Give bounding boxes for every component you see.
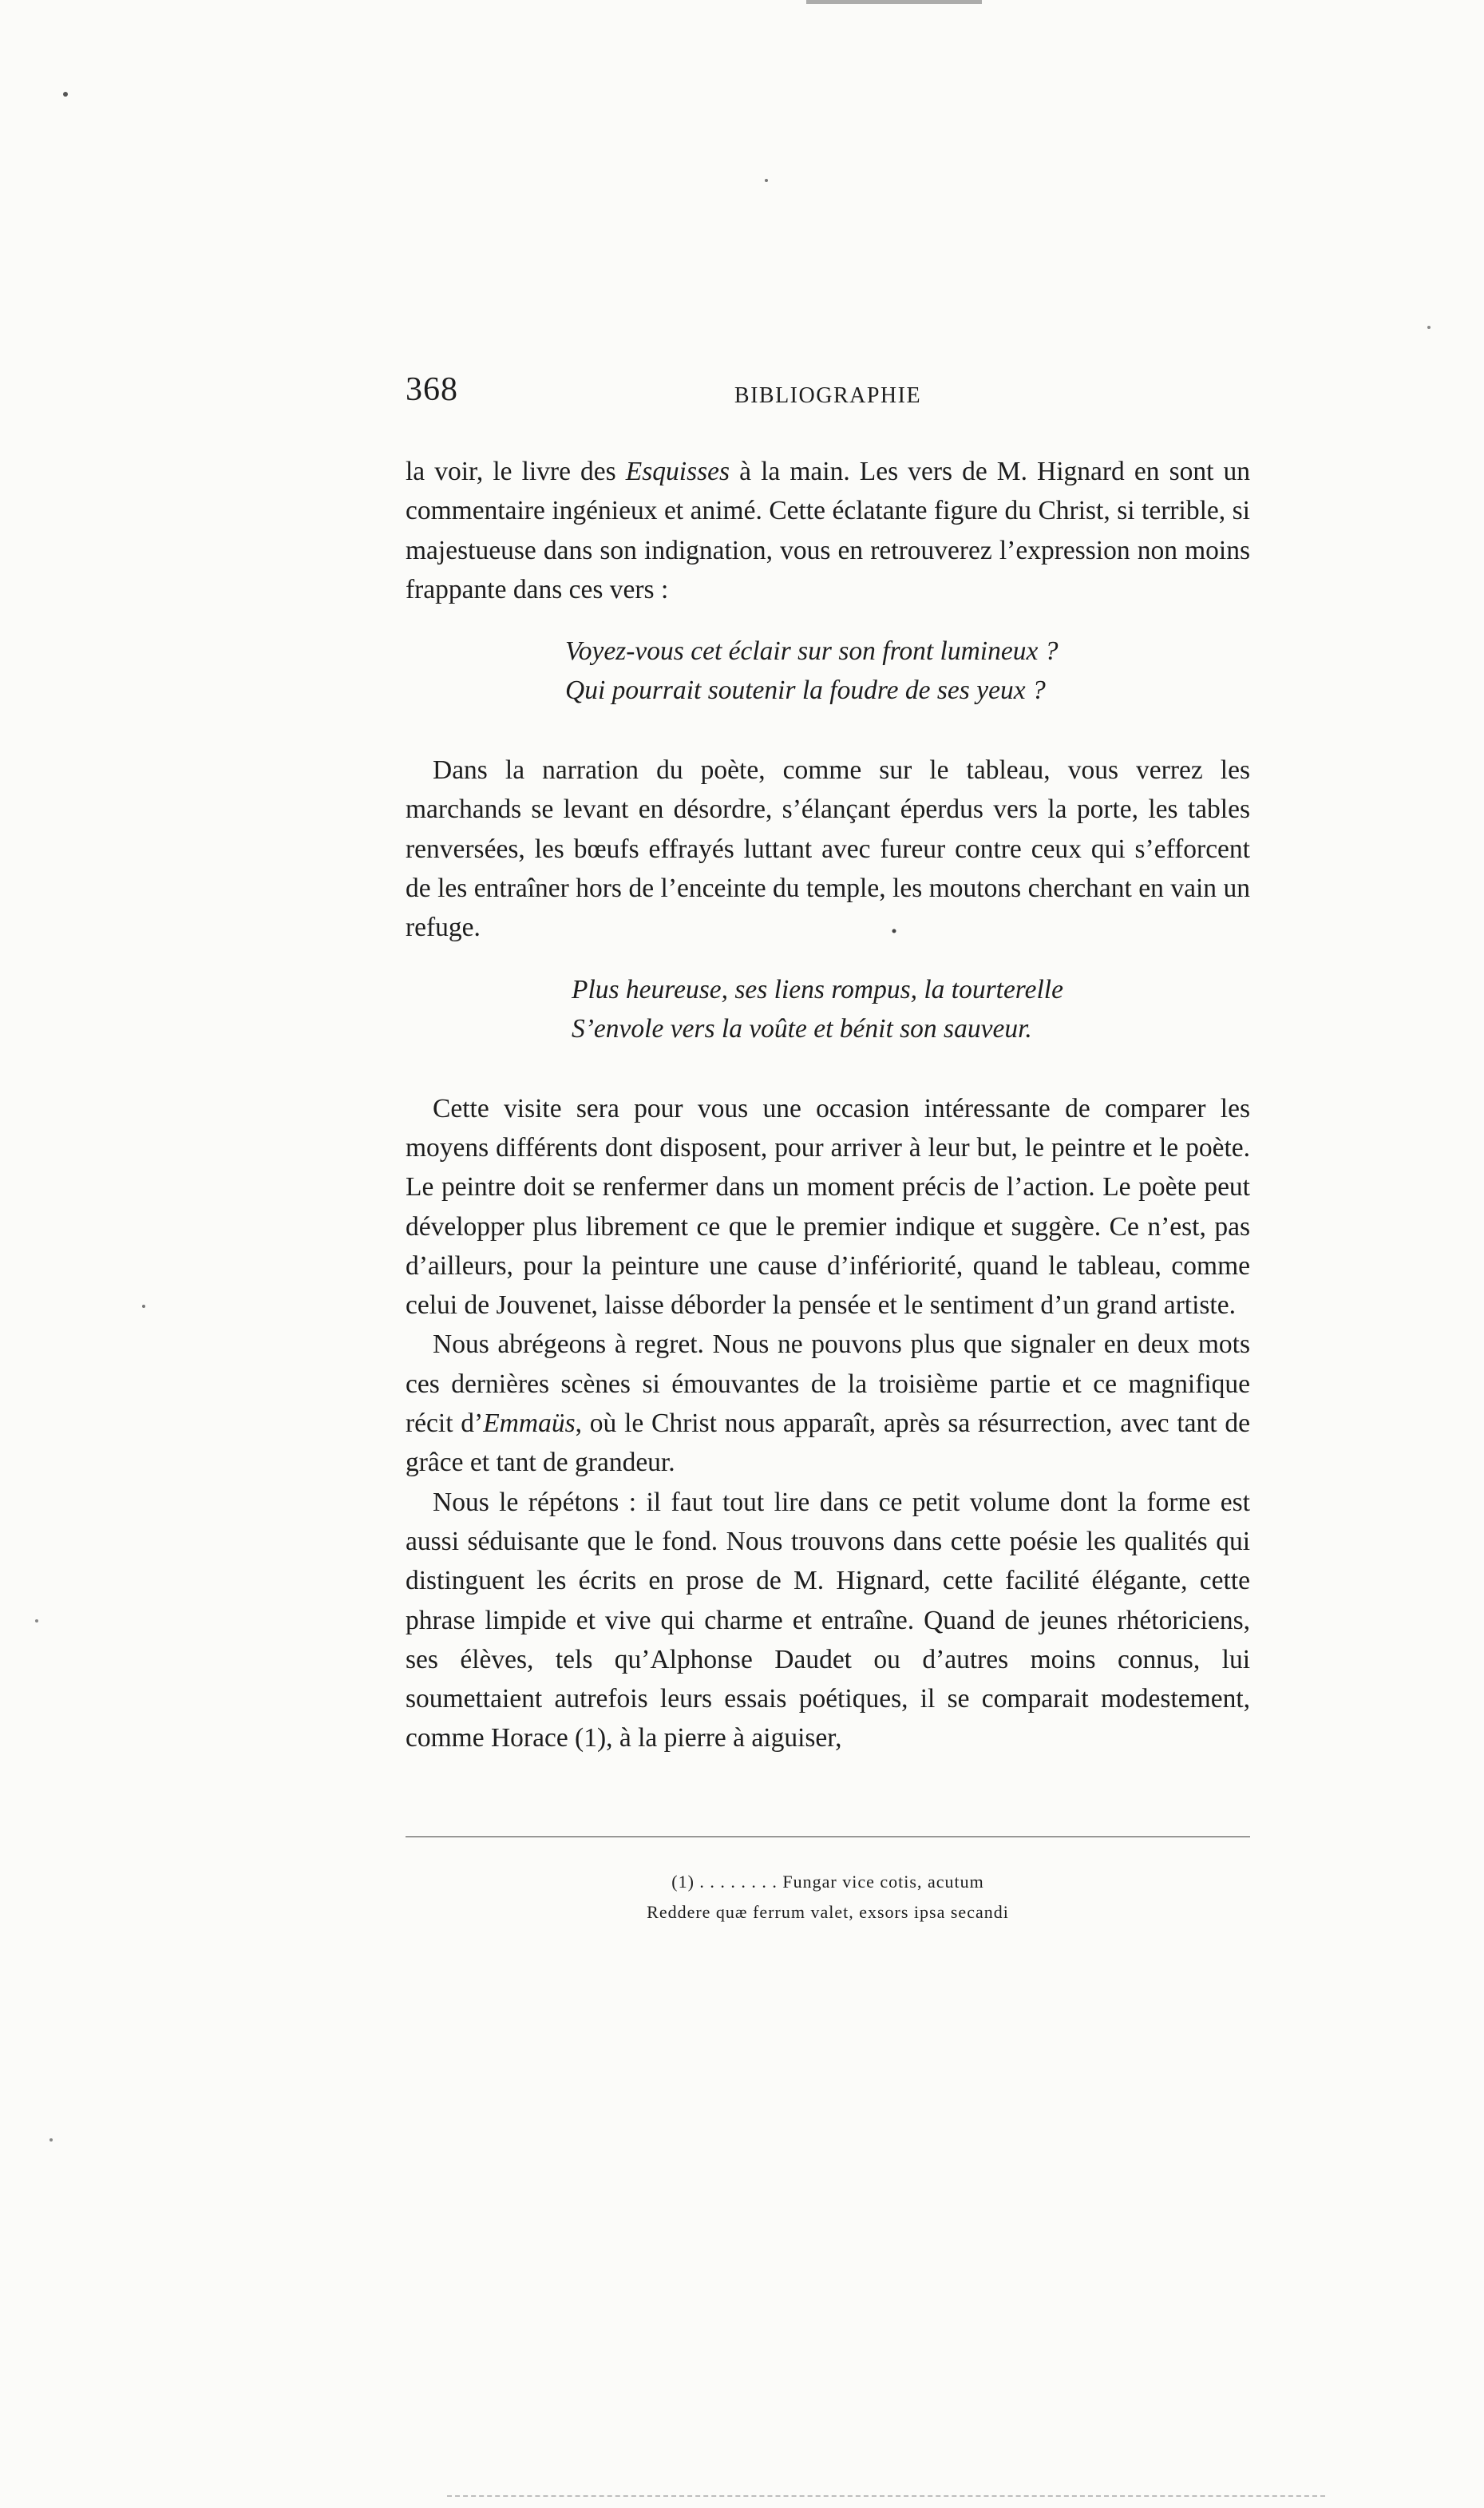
bottom-edge-mark: [447, 2495, 1325, 2497]
running-head: BIBLIOGRAPHIE: [734, 383, 922, 408]
paragraph-2: Dans la narration du poète, comme sur le tableau, vous verrez les marchands se levant en désordre, s’élançant éperdus vers la porte, les tables renversées, les bœufs effrayés luttant avec fureur contre ceux qui s’efforcent de les entraîner hors de l’enceinte du temple, les moutons cherchant en vain un refuge.: [406, 755, 1250, 943]
paragraph-4-part-a: Nous abrégeons à regret. Nous ne pouvons plus que signaler en deux mots ces dernières scènes si émouvantes de la troisième partie et ce magnifique récit d’: [406, 1329, 1250, 1439]
verse-1-line-2: Qui pourrait soutenir la foudre de ses yeux ?: [565, 676, 1046, 706]
paragraph-4-part-c: , où le Christ nous apparaît, après sa résurrection, avec tant de grâce et tant de grandeur.: [406, 1409, 1250, 1478]
page-header: [406, 369, 1250, 417]
paragraph-1-part-a: la voir, le livre des: [406, 457, 626, 486]
page-number: 368: [406, 371, 458, 408]
verse-quote-1: [406, 632, 1250, 710]
verse-2-line-2: S’envole vers la voûte et bénit son sauveur.: [572, 1013, 1032, 1044]
paragraph-5: Nous le répétons : il faut tout lire dans ce petit volume dont la forme est aussi séduisante que le fond. Nous trouvons dans cette poésie les qualités qui distinguent les écrits en prose de M. Hignard, cette facilité élégante, cette phrase limpide et vive qui charme et entraîne. Quand de jeunes rhétoriciens, ses élèves, tels qu’Alphonse Daudet ou d’autres moins connus, lui soumettaient autrefois leurs essais poétiques, il se comparait modestement, comme Horace (1), à la pierre à aiguiser,: [406, 1487, 1250, 1753]
paragraph-1: [406, 452, 1250, 609]
verse-1-line-1: Voyez-vous cet éclair sur son front lumineux ?: [565, 636, 1059, 667]
footnote-line-1: (1) . . . . . . . . Fungar vice cotis, acutum: [671, 1872, 984, 1892]
footnote-line-2: Reddere quæ ferrum valet, exsors ipsa secandi: [647, 1902, 1009, 1922]
paragraph-3: Cette visite sera pour vous une occasion intéressante de comparer les moyens différents dont disposent, pour arriver à leur but, le peintre et le poète. Le peintre doit se renfermer dans un moment précis de l’action. Le poète peut développer plus librement ce que le premier indique et suggère. Ce n’est, pas d’ailleurs, pour la peinture une cause d’infériorité, quand le tableau, comme celui de Jouvenet, laisse déborder la pensée et le sentiment d’un grand artiste.: [406, 1093, 1250, 1321]
footnote-divider: [406, 1836, 1250, 1837]
verse-quote-2: [406, 970, 1250, 1048]
title-emmaus: Emmaüs: [483, 1409, 576, 1439]
paragraph-4: [406, 1325, 1250, 1482]
book-title-esquisses: Esquisses: [625, 457, 730, 486]
paragraph-1-part-c: à la main. Les vers de M. Hignard en sont un commentaire ingénieux et animé. Cette éclatante figure du Christ, si terrible, si majestueuse dans son indignation, vous en retrouverez l’expression non moins frappante dans ces vers :: [406, 457, 1250, 604]
verse-2-line-1: Plus heureuse, ses liens rompus, la tourterelle: [572, 974, 1063, 1004]
body-text: [406, 452, 1250, 1758]
footnote: [406, 1867, 1250, 1928]
